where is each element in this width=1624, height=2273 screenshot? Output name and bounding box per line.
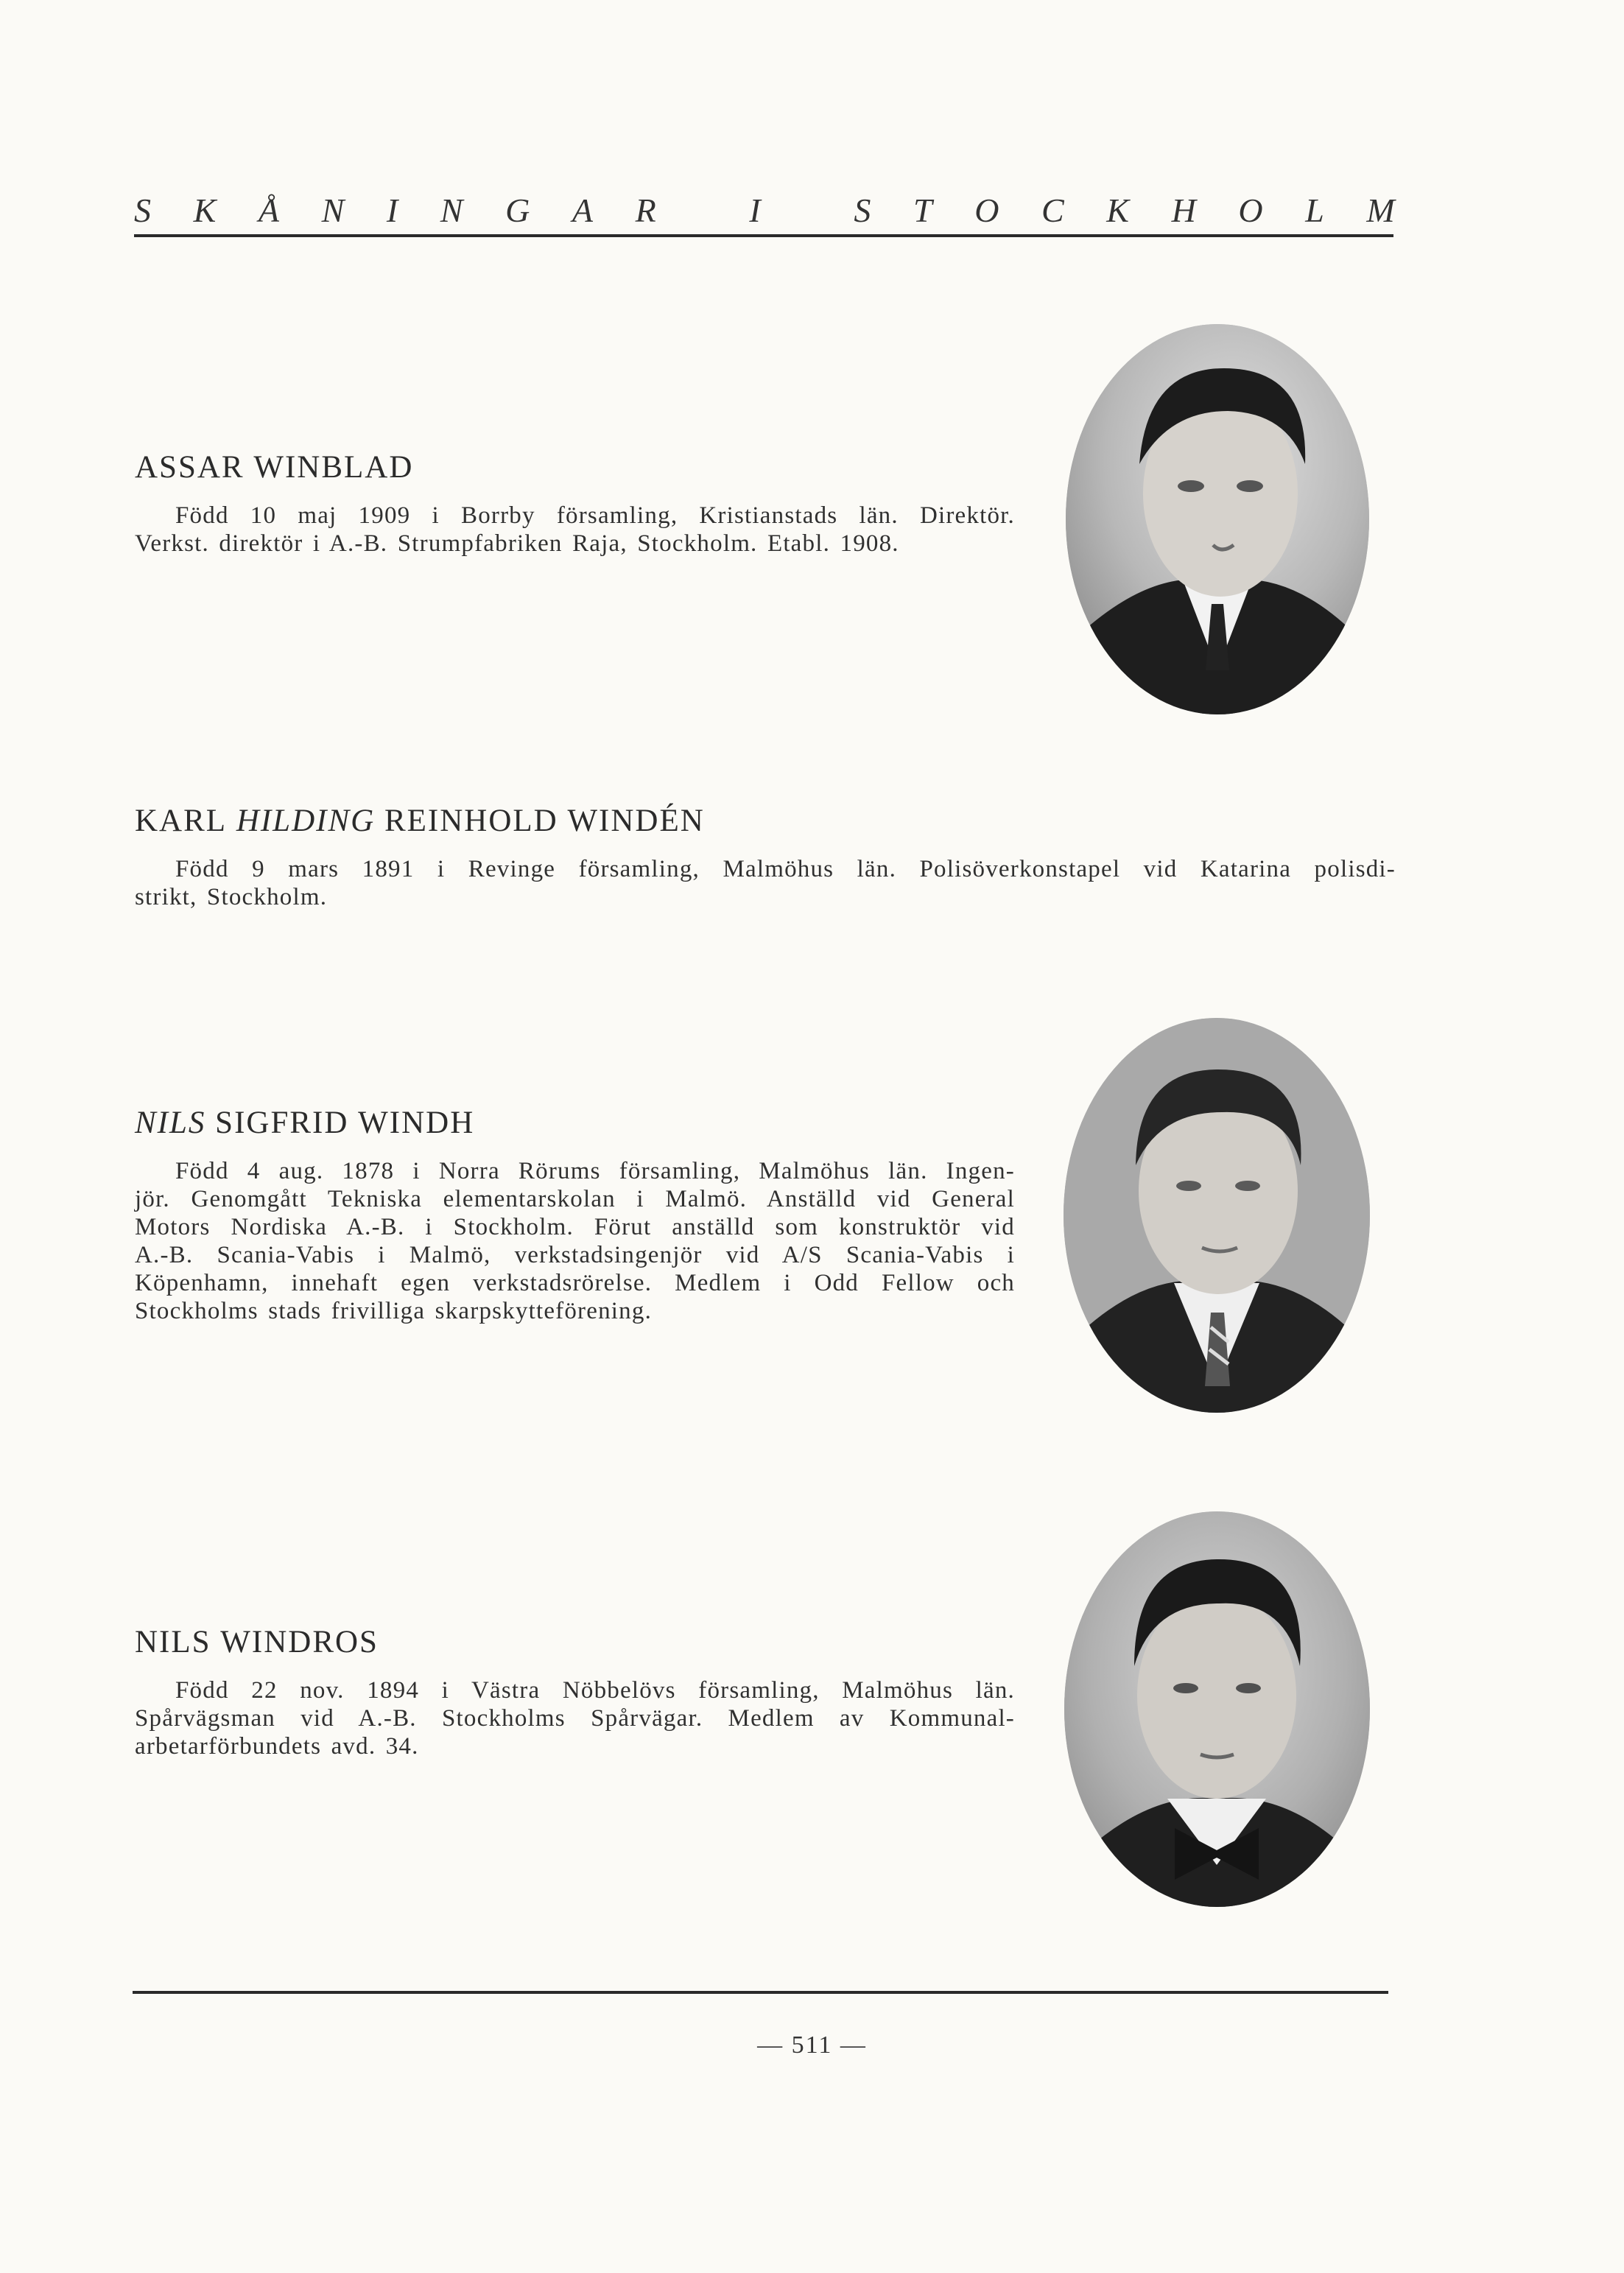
running-head-letter: I (386, 192, 398, 229)
entry-assar-winblad (135, 449, 1015, 558)
entry-name-part: NILS (135, 1106, 206, 1140)
running-head-letter: N (321, 192, 345, 229)
running-head-letter: N (440, 192, 463, 229)
running-head-letter: K (193, 192, 217, 229)
running-head-letter: I (749, 192, 761, 229)
running-head-letter: Å (258, 192, 279, 229)
running-head-letter: K (1106, 192, 1129, 229)
portrait-photo-icon (1066, 324, 1369, 714)
running-head-letter: O (1238, 192, 1263, 229)
running-head-letter: A (572, 192, 593, 229)
biography-line: Motors Nordiska A.-B. i Stockholm. Förut anställd som konstruktör vid (135, 1214, 1015, 1240)
footer-rule (133, 1991, 1388, 1994)
entry-name (135, 803, 1396, 839)
running-head-letter: G (505, 192, 530, 229)
entry-nils-sigfrid-windh (135, 1105, 1015, 1325)
biography-line: Verkst. direktör i A.-B. Strumpfabriken Raja, Stockholm. Etabl. 1908. (135, 530, 899, 557)
running-head-letter: O (974, 192, 999, 229)
biography-line: jör. Genomgått Tekniska elementarskolan i Malmö. Anställd vid General (135, 1186, 1015, 1212)
biography-line: arbetarförbundets avd. 34. (135, 1733, 419, 1760)
biography-line: A.-B. Scania-Vabis i Malmö, verkstadsingenjör vid A/S Scania-Vabis i (135, 1242, 1015, 1268)
running-head-letter: C (1041, 192, 1064, 229)
entry-name-part: REINHOLD WINDÉN (375, 804, 705, 838)
biography-line: Född 9 mars 1891 i Revinge församling, Malmöhus län. Polisöverkonstapel vid Katarina polisdi- (175, 856, 1396, 882)
header-rule (134, 234, 1393, 237)
entry-name-part: KARL (135, 804, 236, 838)
biography-line: strikt, Stockholm. (135, 884, 328, 910)
running-head-letter: T (913, 192, 932, 229)
portrait-photo-icon (1064, 1511, 1370, 1907)
entry-biography (135, 502, 1015, 558)
entry-biography (135, 1676, 1015, 1760)
portrait-photo-icon (1064, 1018, 1370, 1413)
entry-name (135, 1624, 1015, 1660)
biography-line: Spårvägsman vid A.-B. Stockholms Spårvägar. Medlem av Kommunal- (135, 1705, 1015, 1732)
entry-karl-hilding-reinhold-winden (135, 803, 1396, 911)
biography-line: Köpenhamn, innehaft egen verkstadsrörelse. Medlem i Odd Fellow och (135, 1270, 1015, 1296)
running-head (134, 186, 1395, 230)
biography-line: Född 22 nov. 1894 i Västra Nöbbelövs församling, Malmöhus län. (175, 1677, 1015, 1704)
entry-name-part: ASSAR WINBLAD (135, 450, 414, 485)
entry-name-part: NILS WINDROS (135, 1625, 379, 1659)
biography-line: Född 10 maj 1909 i Borrby församling, Kristianstads län. Direktör. (175, 502, 1015, 529)
entry-biography (135, 855, 1396, 911)
biography-line: Född 4 aug. 1878 i Norra Rörums församling, Malmöhus län. Ingen- (175, 1158, 1015, 1184)
entry-nils-windros (135, 1624, 1015, 1760)
running-head-letter: R (635, 192, 656, 229)
running-head-letter (803, 191, 812, 230)
running-head-letter: S (854, 192, 871, 229)
biography-line: Stockholms stads frivilliga skarpskytteförening. (135, 1298, 653, 1324)
running-head-letter: H (1171, 192, 1196, 229)
entry-name-part: HILDING (236, 804, 376, 838)
running-head-letter (698, 191, 707, 230)
running-head-letter: L (1305, 192, 1324, 229)
page-number: — 511 — (757, 2031, 867, 2059)
entry-name (135, 449, 1015, 485)
entry-name (135, 1105, 1015, 1141)
entry-name-part: SIGFRID WINDH (205, 1106, 475, 1140)
entry-biography (135, 1157, 1015, 1325)
running-head-letter: S (134, 192, 151, 229)
running-head-letter: M (1366, 192, 1395, 229)
